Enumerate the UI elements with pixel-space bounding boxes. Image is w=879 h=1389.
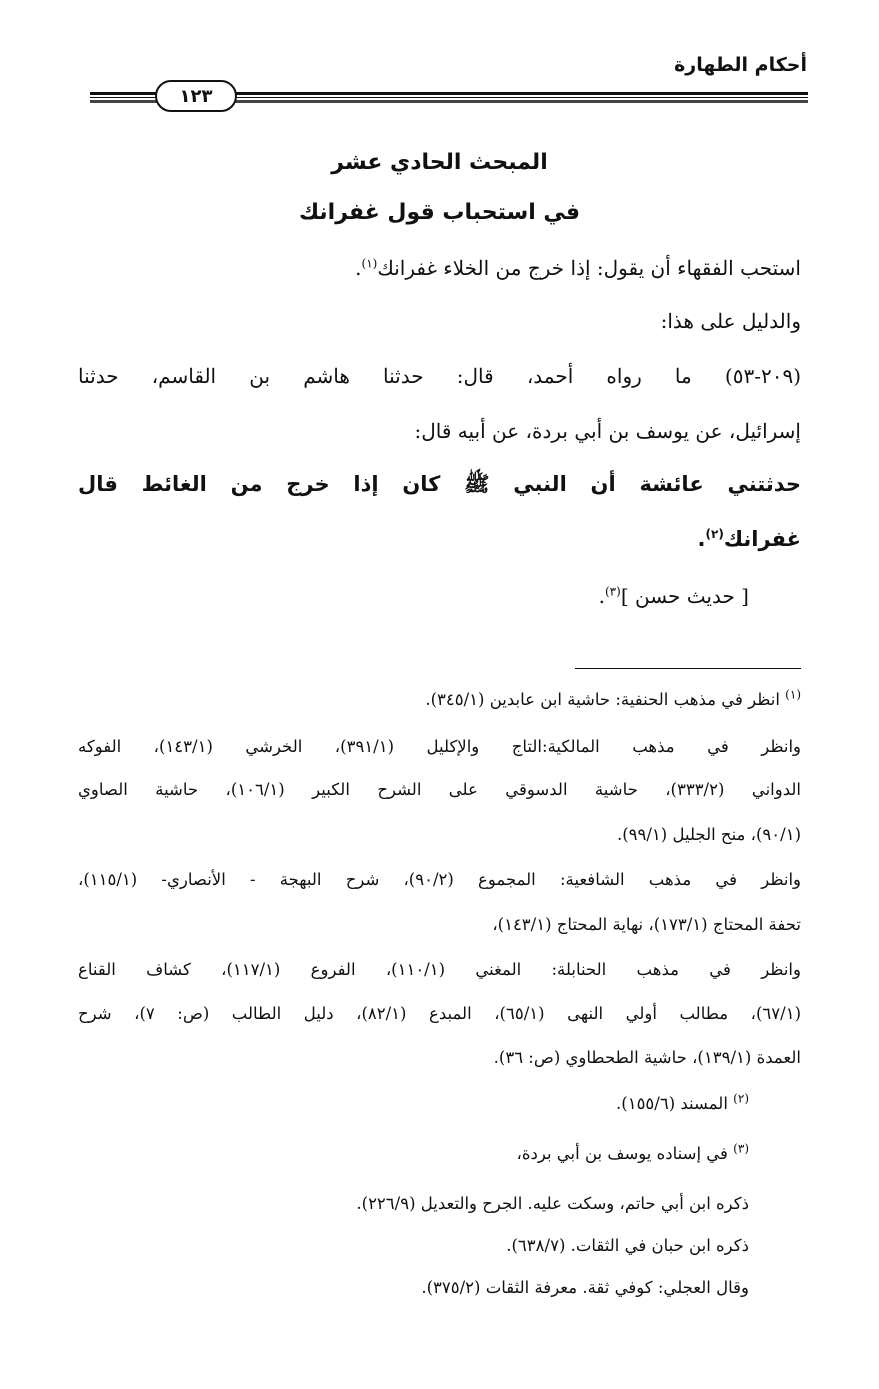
hadith-text-line-1: حدثتني عائشة أن النبي ﷺ كان إذا خرج من الغائط قال: [78, 472, 801, 496]
footnote-1-line-2: وانظر في مذهب المالكية:التاج والإكليل (٣٩١/١)، الخرشي (١٤٣/١)، الفوكه: [78, 737, 801, 756]
punctuation: .: [598, 584, 605, 608]
section-subtitle: في استحباب قول غفرانك: [298, 200, 581, 225]
punctuation: .: [697, 527, 706, 551]
footnote-3-line-3: ذكره ابن حبان في الثقات. (٦٣٨/٧).: [506, 1236, 749, 1255]
footnote-ref-2: (٢): [705, 527, 724, 541]
footnote-number-3: (٣): [733, 1141, 749, 1156]
footnote-1-line-5: وانظر في مذهب الشافعية: المجموع (٩٠/٢)، شرح البهجة - الأنصاري- (١١٥/١)،: [78, 870, 801, 889]
footnote-ref-3: (٣): [604, 584, 621, 599]
hadith-chain-line-1: (٢٠٩-٥٣) ما رواه أحمد، قال: حدثنا هاشم بن القاسم، حدثنا: [78, 364, 801, 388]
footnote-number-2: (٢): [733, 1091, 749, 1106]
footnote-3-line-4: وقال العجلي: كوفي ثقة. معرفة الثقات (٣٧٥/٢).: [421, 1278, 749, 1297]
footnote-text: المسند (١٥٥/٦).: [616, 1094, 728, 1113]
running-title: أحكام الطهارة: [674, 54, 807, 76]
section-title: المبحث الحادي عشر: [331, 150, 548, 175]
footnote-1-line-6: تحفة المحتاج (١٧٣/١)، نهاية المحتاج (١٤٣/١)،: [492, 915, 801, 934]
footnote-1-line-9: العمدة (١٣٩/١)، حاشية الطحطاوي (ص: ٣٦).: [493, 1048, 801, 1067]
body-paragraph-1: [355, 252, 801, 284]
hadith-grade: [599, 580, 749, 612]
footnote-1-line-8: (٦٧/١)، مطالب أولي النهى (٦٥/١)، المبدع (٨٢/١)، دليل الطالب (ص: ٧)، شرح: [78, 1004, 801, 1023]
footnote-text: انظر في مذهب الحنفية: حاشية ابن عابدين (٣٤٥/١).: [425, 690, 780, 709]
footnote-3-line-2: ذكره ابن أبي حاتم، وسكت عليه. الجرح والتعديل (٢٢٦/٩).: [356, 1194, 749, 1213]
page-number: ١٢٣: [155, 80, 237, 112]
footnote-1-line-3: الدواني (٣٣٣/٢)، حاشية الدسوقي على الشرح الكبير (١٠٦/١)، حاشية الصاوي: [78, 780, 801, 799]
grade-text: [ حديث حسن ]: [620, 584, 749, 608]
body-text: غفرانك: [723, 527, 801, 551]
footnote-1-line-4: (٩٠/١)، منح الجليل (٩٩/١).: [616, 825, 801, 844]
body-paragraph-2: والدليل على هذا:: [660, 309, 801, 333]
footnote-text: في إسناده يوسف بن أبي بردة،: [516, 1144, 728, 1163]
footnote-separator: [575, 668, 801, 669]
hadith-chain-line-2: إسرائيل، عن يوسف بن أبي بردة، عن أبيه قال:: [414, 419, 801, 443]
footnote-ref-1: (١): [361, 256, 378, 271]
footnote-1-line-1: [425, 686, 801, 714]
punctuation: .: [355, 256, 362, 280]
footnote-3-line-1: [517, 1140, 749, 1168]
footnote-number-1: (١): [785, 687, 801, 702]
footnote-2: [616, 1090, 749, 1118]
footnote-1-line-7: وانظر في مذهب الحنابلة: المغني (١١٠/١)، الفروع (١١٧/١)، كشاف القناع: [78, 960, 801, 979]
hadith-text-line-2: [698, 523, 801, 555]
body-text: استحب الفقهاء أن يقول: إذا خرج من الخلاء غفرانك: [377, 256, 801, 280]
